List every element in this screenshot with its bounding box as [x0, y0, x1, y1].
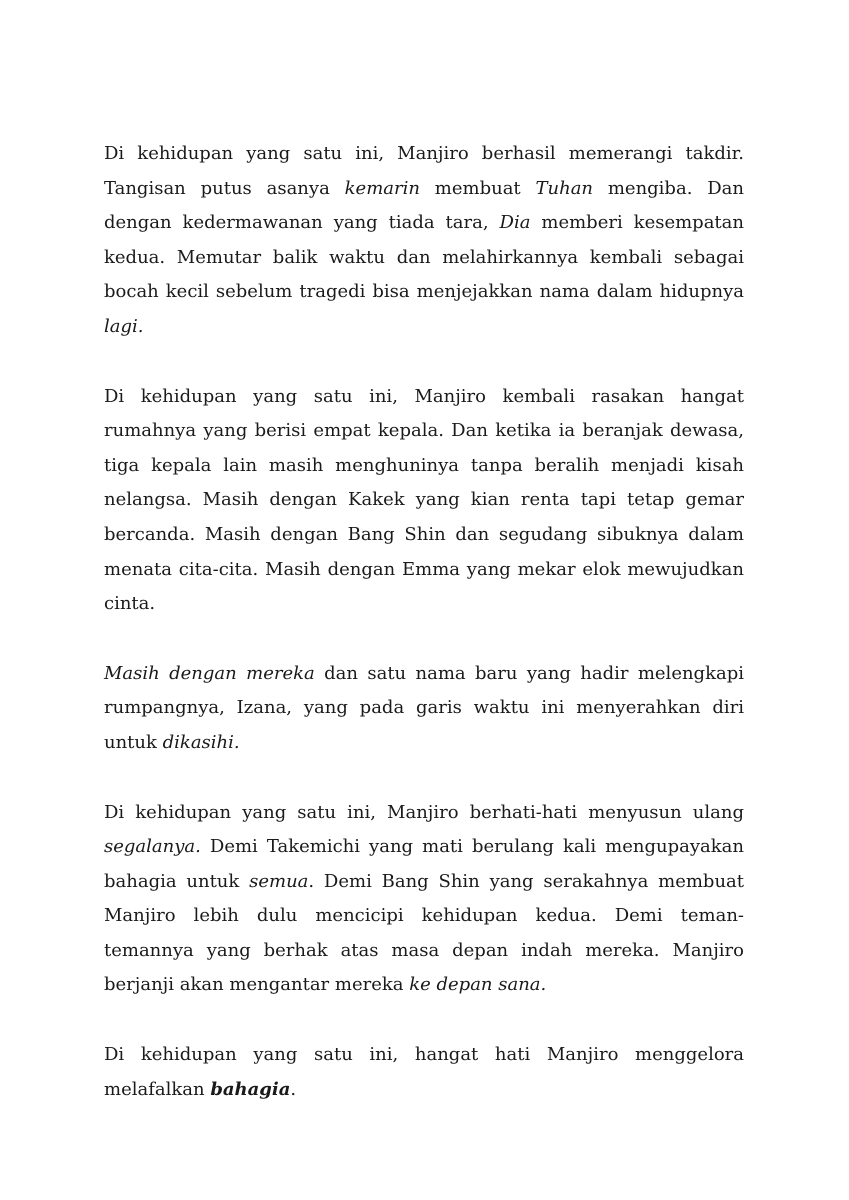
text-run: membuat: [419, 177, 536, 199]
text-run: memberi kesempatan kedua. Memutar balik waktu dan melahirkannya kembali sebagai bocah kecil sebelum tragedi bisa menjejakkan nama dalam hidupnya: [104, 212, 744, 303]
italic-text: semua: [249, 870, 309, 892]
paragraph-4: [104, 796, 744, 1004]
text-run: Demi Takemichi yang mati berulang kali mengupayakan bahagia untuk: [104, 836, 744, 892]
bold-italic-text: [210, 1079, 290, 1100]
italic-text: lagi.: [104, 315, 144, 337]
italic-text: ke depan sana.: [409, 974, 547, 996]
bahagia-emphasis: bahagia: [210, 1078, 291, 1100]
text-run: mengiba. Dan dengan kedermawanan yang tiada tara,: [104, 177, 744, 234]
text-run: Di kehidupan yang satu ini, Manjiro berhasil memerangi takdir. Tangisan putus asanya: [104, 143, 744, 199]
paragraph-3: [104, 657, 744, 761]
italic-text: kemarin: [344, 177, 420, 199]
italic-text: Dia: [499, 212, 531, 234]
italic-text: Tuhan: [535, 177, 594, 199]
paragraph-5: [104, 1038, 744, 1107]
text-run: Di kehidupan yang satu ini, Manjiro kembali rasakan hangat rumahnya yang berisi empat kepala. Dan ketika ia beranjak dewasa, tiga kepala lain masih menghuninya tanpa beralih menjadi kisah nelangsa. Masih dengan Kakek yang kian renta tapi tetap gemar bercanda. Masih dengan Bang Shin dan segudang sibuknya dalam menata cita-cita. Masih dengan Emma yang mekar elok mewujudkan cinta.: [104, 385, 744, 615]
italic-text: dikasihi.: [162, 731, 240, 753]
text-run: dan satu nama baru yang hadir melengkapi rumpangnya, Izana, yang pada garis waktu ini menyerahkan diri untuk: [104, 662, 744, 753]
text-run: .: [290, 1078, 297, 1100]
document-body: [104, 137, 744, 1107]
paragraph-1: [104, 137, 744, 345]
italic-text: segalanya.: [104, 836, 201, 858]
text-run: Di kehidupan yang satu ini, Manjiro berhati-hati menyusun ulang: [104, 801, 744, 823]
italic-text: Masih dengan mereka: [104, 662, 315, 684]
text-run: Di kehidupan yang satu ini, hangat hati Manjiro menggelora melafalkan: [104, 1044, 744, 1100]
paragraph-2: [104, 380, 744, 622]
text-run: . Demi Bang Shin yang serakahnya membuat Manjiro lebih dulu mencicipi kehidupan kedua. Demi teman-temannya yang berhak atas masa depan indah mereka. Manjiro berjanji akan mengantar mereka: [104, 870, 744, 996]
